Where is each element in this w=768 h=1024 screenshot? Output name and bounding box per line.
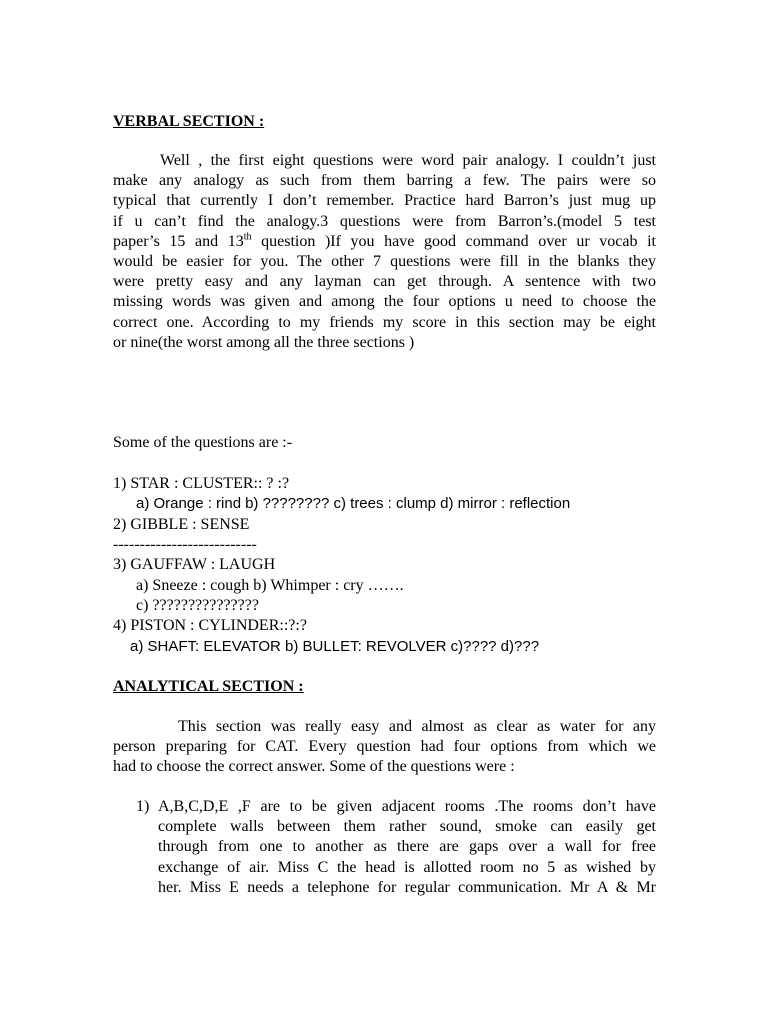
question-divider: ---------------------------: [113, 536, 257, 553]
analytical-section-heading: ANALYTICAL SECTION :: [113, 678, 304, 695]
question-1: 1) STAR : CLUSTER:: ? :?: [113, 475, 290, 492]
question-4-options: a) SHAFT: ELEVATOR b) BULLET: REVOLVER c)???? d)???: [130, 638, 540, 655]
verbal-line-9: correct one. According to my friends my score in this section may be eight: [113, 313, 656, 331]
analytical-line-1: This section was really easy and almost as clear as water for any: [178, 718, 656, 735]
verbal-line-5-rest: question )If you have good command over ur vocab it: [251, 232, 656, 250]
verbal-section-heading: VERBAL SECTION :: [113, 113, 265, 130]
analytical-item-1-line-1: A,B,C,D,E ,F are to be given adjacent rooms .The rooms don’t have: [158, 798, 656, 815]
analytical-item-1-line-3: through from one to another as there are gaps over a wall for free: [158, 838, 656, 856]
verbal-line-6: would be easier for you. The other 7 questions were fill in the blanks they: [113, 253, 656, 271]
verbal-line-3: typical that currently I don’t remember. Practice hard Barron’s just mug up: [113, 192, 656, 210]
question-2: 2) GIBBLE : SENSE: [113, 516, 250, 533]
question-3-options-ab: a) Sneeze : cough b) Whimper : cry …….: [136, 577, 404, 594]
analytical-paragraph: [113, 717, 656, 778]
question-3: 3) GAUFFAW : LAUGH: [113, 556, 276, 573]
verbal-line-5-text: paper’s 15 and 13: [113, 232, 244, 250]
question-3-option-c: c) ???????????????: [136, 597, 259, 614]
question-4: 4) PISTON : CYLINDER::?:?: [113, 617, 307, 634]
question-1-option-b: b) ????????: [245, 495, 334, 512]
verbal-line-4: if u can’t find the analogy.3 questions were from Barron’s.(model 5 test: [113, 212, 656, 230]
questions-intro: Some of the questions are :-: [113, 434, 293, 451]
verbal-line-5: [113, 232, 656, 252]
verbal-line-1: Well , the first eight questions were word pair analogy. I couldn’t just: [160, 152, 656, 169]
verbal-paragraph: [113, 151, 656, 353]
analytical-line-2: person preparing for CAT. Every question had four options from which we: [113, 738, 656, 756]
analytical-item-1-number: 1): [136, 798, 150, 815]
analytical-item-1-line-5: her. Miss E needs a telephone for regular communication. Mr A & Mr: [158, 878, 656, 896]
verbal-line-7: were pretty easy and any layman can get through. A sentence with two: [113, 273, 656, 291]
question-1-option-a: a) Orange : rind: [136, 495, 242, 512]
analytical-item-1-line-4: exchange of air. Miss C the head is allotted room no 5 as wished by: [158, 858, 656, 876]
analytical-item-1-text: [158, 797, 656, 898]
analytical-line-3: had to choose the correct answer. Some of the questions were :: [113, 758, 515, 776]
verbal-line-8: missing words was given and among the four options u need to choose the: [113, 293, 656, 311]
verbal-line-2: make any analogy as such from them barring a few. The pairs were so: [113, 172, 656, 190]
question-1-option-cd: c) trees : clump d) mirror : reflection: [333, 495, 571, 512]
question-1-options: [136, 494, 570, 514]
verbal-line-10: or nine(the worst among all the three sections ): [113, 333, 415, 351]
analytical-item-1-line-2: complete walls between them rather sound, smoke can easily get: [158, 818, 656, 836]
superscript-th: th: [243, 231, 252, 243]
